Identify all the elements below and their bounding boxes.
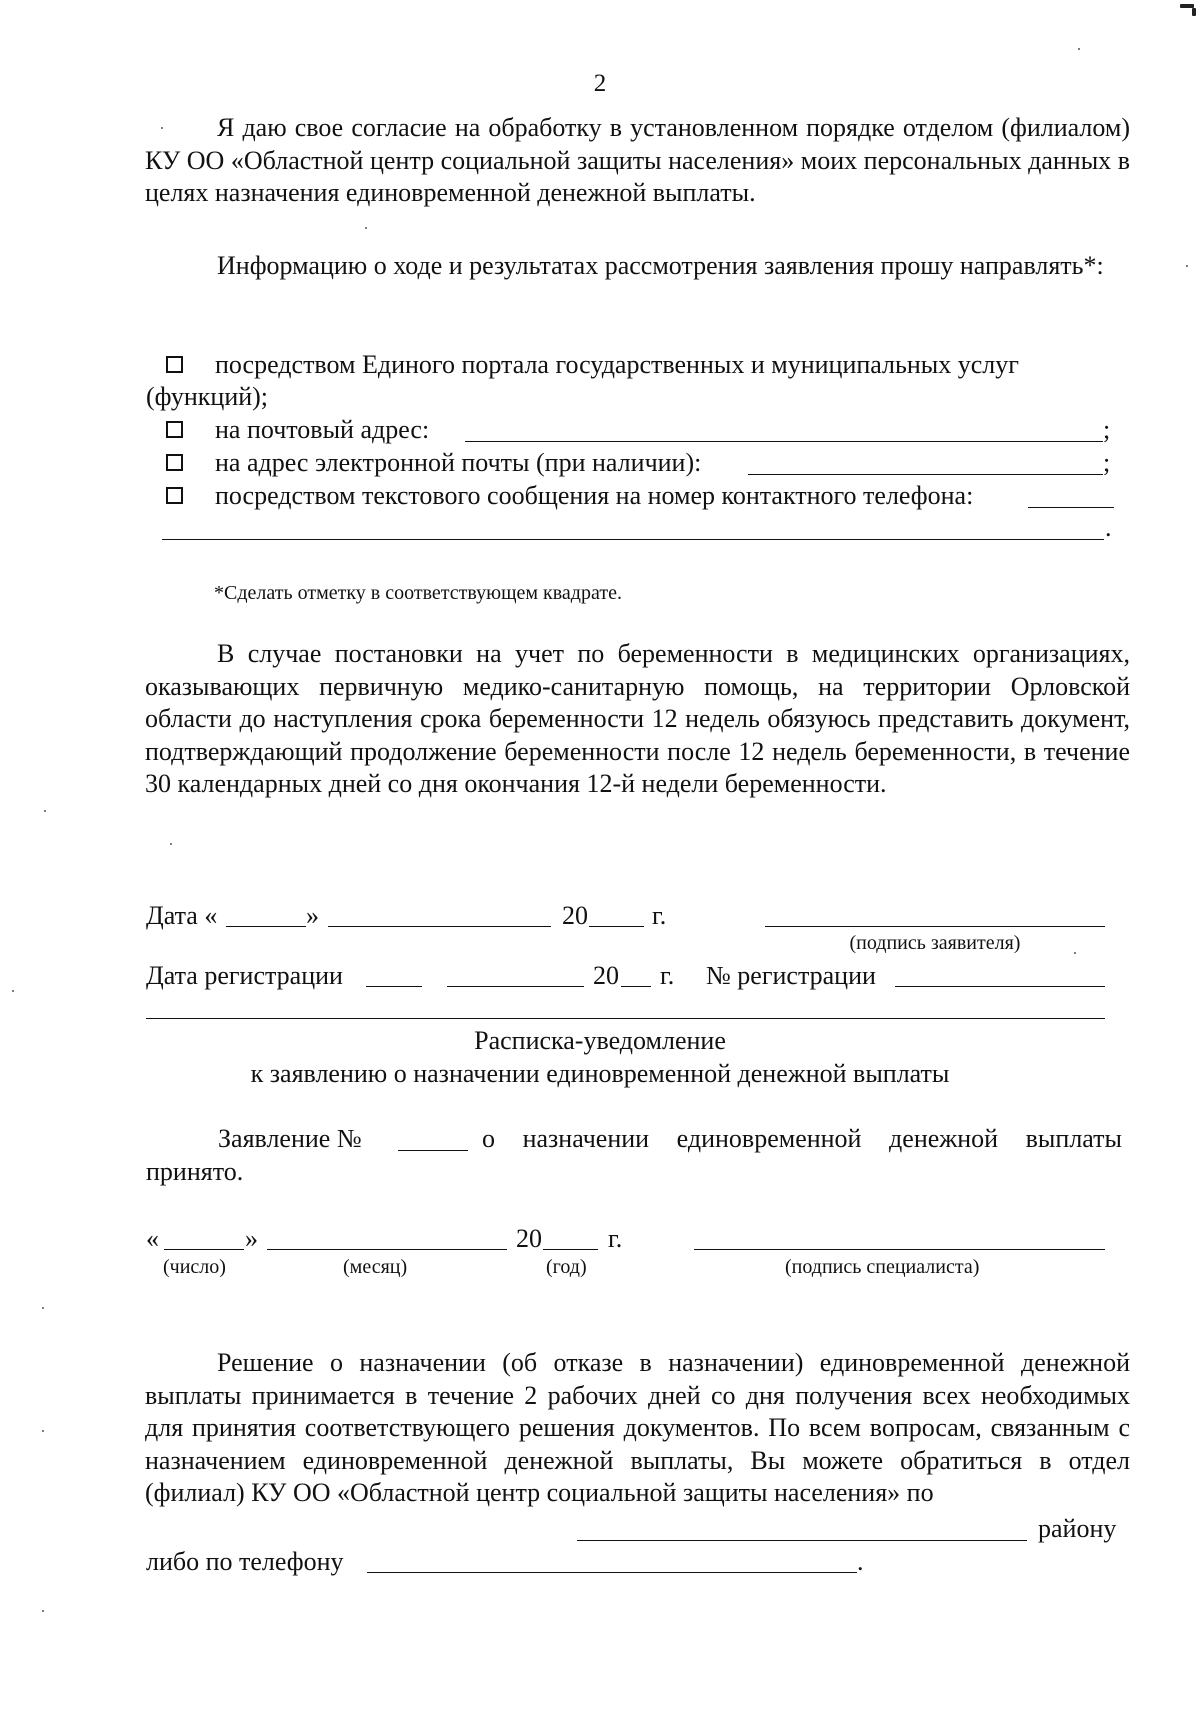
applicant-signature-caption: (подпись заявителя) — [849, 932, 1021, 954]
date-year-field[interactable] — [589, 926, 644, 927]
receipt-year-suffix: г. — [608, 1224, 623, 1253]
phone-field-part2[interactable] — [162, 539, 1104, 540]
reg-month-field[interactable] — [447, 986, 584, 987]
receipt-quote-open: « — [146, 1224, 159, 1253]
caption-signature: (подпись специалиста) — [785, 1256, 980, 1278]
email-field[interactable] — [748, 474, 1103, 475]
option-postal-label: на почтовый адрес: — [215, 415, 430, 444]
email-semicolon: ; — [1103, 448, 1111, 477]
consent-paragraph — [145, 112, 1130, 210]
specialist-signature-line[interactable] — [694, 1249, 1105, 1250]
sms-period: . — [1105, 513, 1112, 542]
phone-end-period: . — [857, 1547, 864, 1576]
pregnancy-paragraph — [145, 638, 1130, 801]
scan-speck — [1078, 48, 1080, 50]
receipt-day-field[interactable] — [164, 1249, 244, 1250]
reg-date-label: Дата регистрации — [146, 961, 343, 990]
caption-day: (число) — [163, 1256, 226, 1278]
scan-speck — [42, 1610, 44, 1612]
page-number: 2 — [593, 70, 607, 97]
scan-speck — [12, 990, 14, 992]
option-portal-label: посредством Единого портала государственных и муниципальных услуг — [215, 350, 1019, 379]
applicant-signature-line[interactable] — [765, 926, 1105, 927]
scan-speck — [44, 810, 46, 812]
reg-day-field[interactable] — [366, 986, 422, 987]
postal-address-field[interactable] — [465, 441, 1103, 442]
scan-speck — [42, 1430, 44, 1432]
phone-contact-field[interactable] — [367, 1572, 857, 1573]
application-number-field[interactable] — [398, 1150, 468, 1151]
checkbox-sms[interactable] — [166, 487, 183, 504]
scan-speck — [1186, 265, 1188, 267]
receipt-month-field[interactable] — [267, 1249, 507, 1250]
scan-mark — [1192, 8, 1196, 16]
receipt-year-prefix: 20 — [516, 1224, 542, 1253]
scan-speck — [365, 227, 367, 229]
consent-text: Я даю свое согласие на обработку в установленном порядке отделом (филиалом) КУ ОО «Областной центр социальной защиты населения» моих персональных данных в целях назначения единовременной денежной выплаты. — [145, 113, 1130, 207]
reg-number-label: № регистрации — [706, 961, 876, 990]
checkbox-portal[interactable] — [166, 356, 183, 373]
phone-field-part1[interactable] — [1028, 507, 1114, 508]
reg-year-field[interactable] — [621, 986, 651, 987]
decision-paragraph — [145, 1347, 1130, 1510]
statement-accepted: принято. — [146, 1157, 244, 1186]
checkbox-postal[interactable] — [166, 421, 183, 438]
date-label: Дата « — [146, 901, 218, 930]
reg-year-prefix: 20 — [593, 961, 619, 990]
scan-speck — [1074, 952, 1076, 954]
district-field[interactable] — [577, 1540, 1027, 1541]
info-text: Информацию о ходе и результатах рассмотрения заявления прошу направлять*: — [217, 251, 1104, 280]
statement-suffix: о назначении единовременной денежной выплаты — [482, 1124, 1122, 1153]
date-month-field[interactable] — [328, 926, 551, 927]
caption-year: (год) — [546, 1256, 587, 1278]
phone-label: либо по телефону — [146, 1547, 344, 1576]
option-sms-label: посредством текстового сообщения на номер контактного телефона: — [215, 481, 974, 510]
footnote: *Сделать отметку в соответствующем квадрате. — [214, 582, 622, 604]
reg-number-field[interactable] — [895, 986, 1105, 987]
option-email-label: на адрес электронной почты (при наличии): — [215, 448, 702, 477]
receipt-quote-close: » — [245, 1224, 258, 1253]
decision-text: Решение о назначении (об отказе в назначении) единовременной денежной выплаты принимается в течение 2 рабочих дней со дня получения всех необходимых для принятия соответствующего решения документов. По всем вопросам, связанным с назначением единовременной денежной выплаты, Вы можете обратиться в отдел (филиал) КУ ОО «Областной центр социальной защиты населения» по — [145, 1348, 1130, 1507]
scan-speck — [42, 1307, 44, 1309]
reg-year-suffix: г. — [660, 961, 675, 990]
scan-speck — [161, 127, 163, 129]
district-suffix: району — [1038, 1514, 1117, 1543]
caption-month: (месяц) — [343, 1256, 408, 1278]
info-paragraph — [145, 250, 1130, 283]
date-year-prefix: 20 — [562, 901, 588, 930]
date-quote-close: » — [306, 901, 319, 930]
section-divider — [146, 1018, 1105, 1019]
date-year-suffix: г. — [652, 901, 667, 930]
checkbox-email[interactable] — [166, 454, 183, 471]
scan-speck — [170, 843, 172, 845]
receipt-subtitle: к заявлению о назначении единовременной денежной выплаты — [250, 1059, 950, 1088]
pregnancy-text: В случае постановки на учет по беременности в медицинских организациях, оказывающих первичную медико-санитарную помощь, на территории Орловской области до наступления срока беременности 12 недель обязуюсь представить документ, подтверждающий продолжение беременности после 12 недель беременности, в течение 30 календарных дней со дня окончания 12-й недели беременности. — [145, 639, 1130, 798]
statement-prefix: Заявление № — [218, 1124, 362, 1153]
receipt-year-field[interactable] — [543, 1249, 598, 1250]
option-portal-label-2: (функций); — [146, 382, 269, 411]
postal-semicolon: ; — [1103, 415, 1111, 444]
receipt-title: Расписка-уведомление — [474, 1026, 726, 1055]
date-day-field[interactable] — [226, 926, 306, 927]
